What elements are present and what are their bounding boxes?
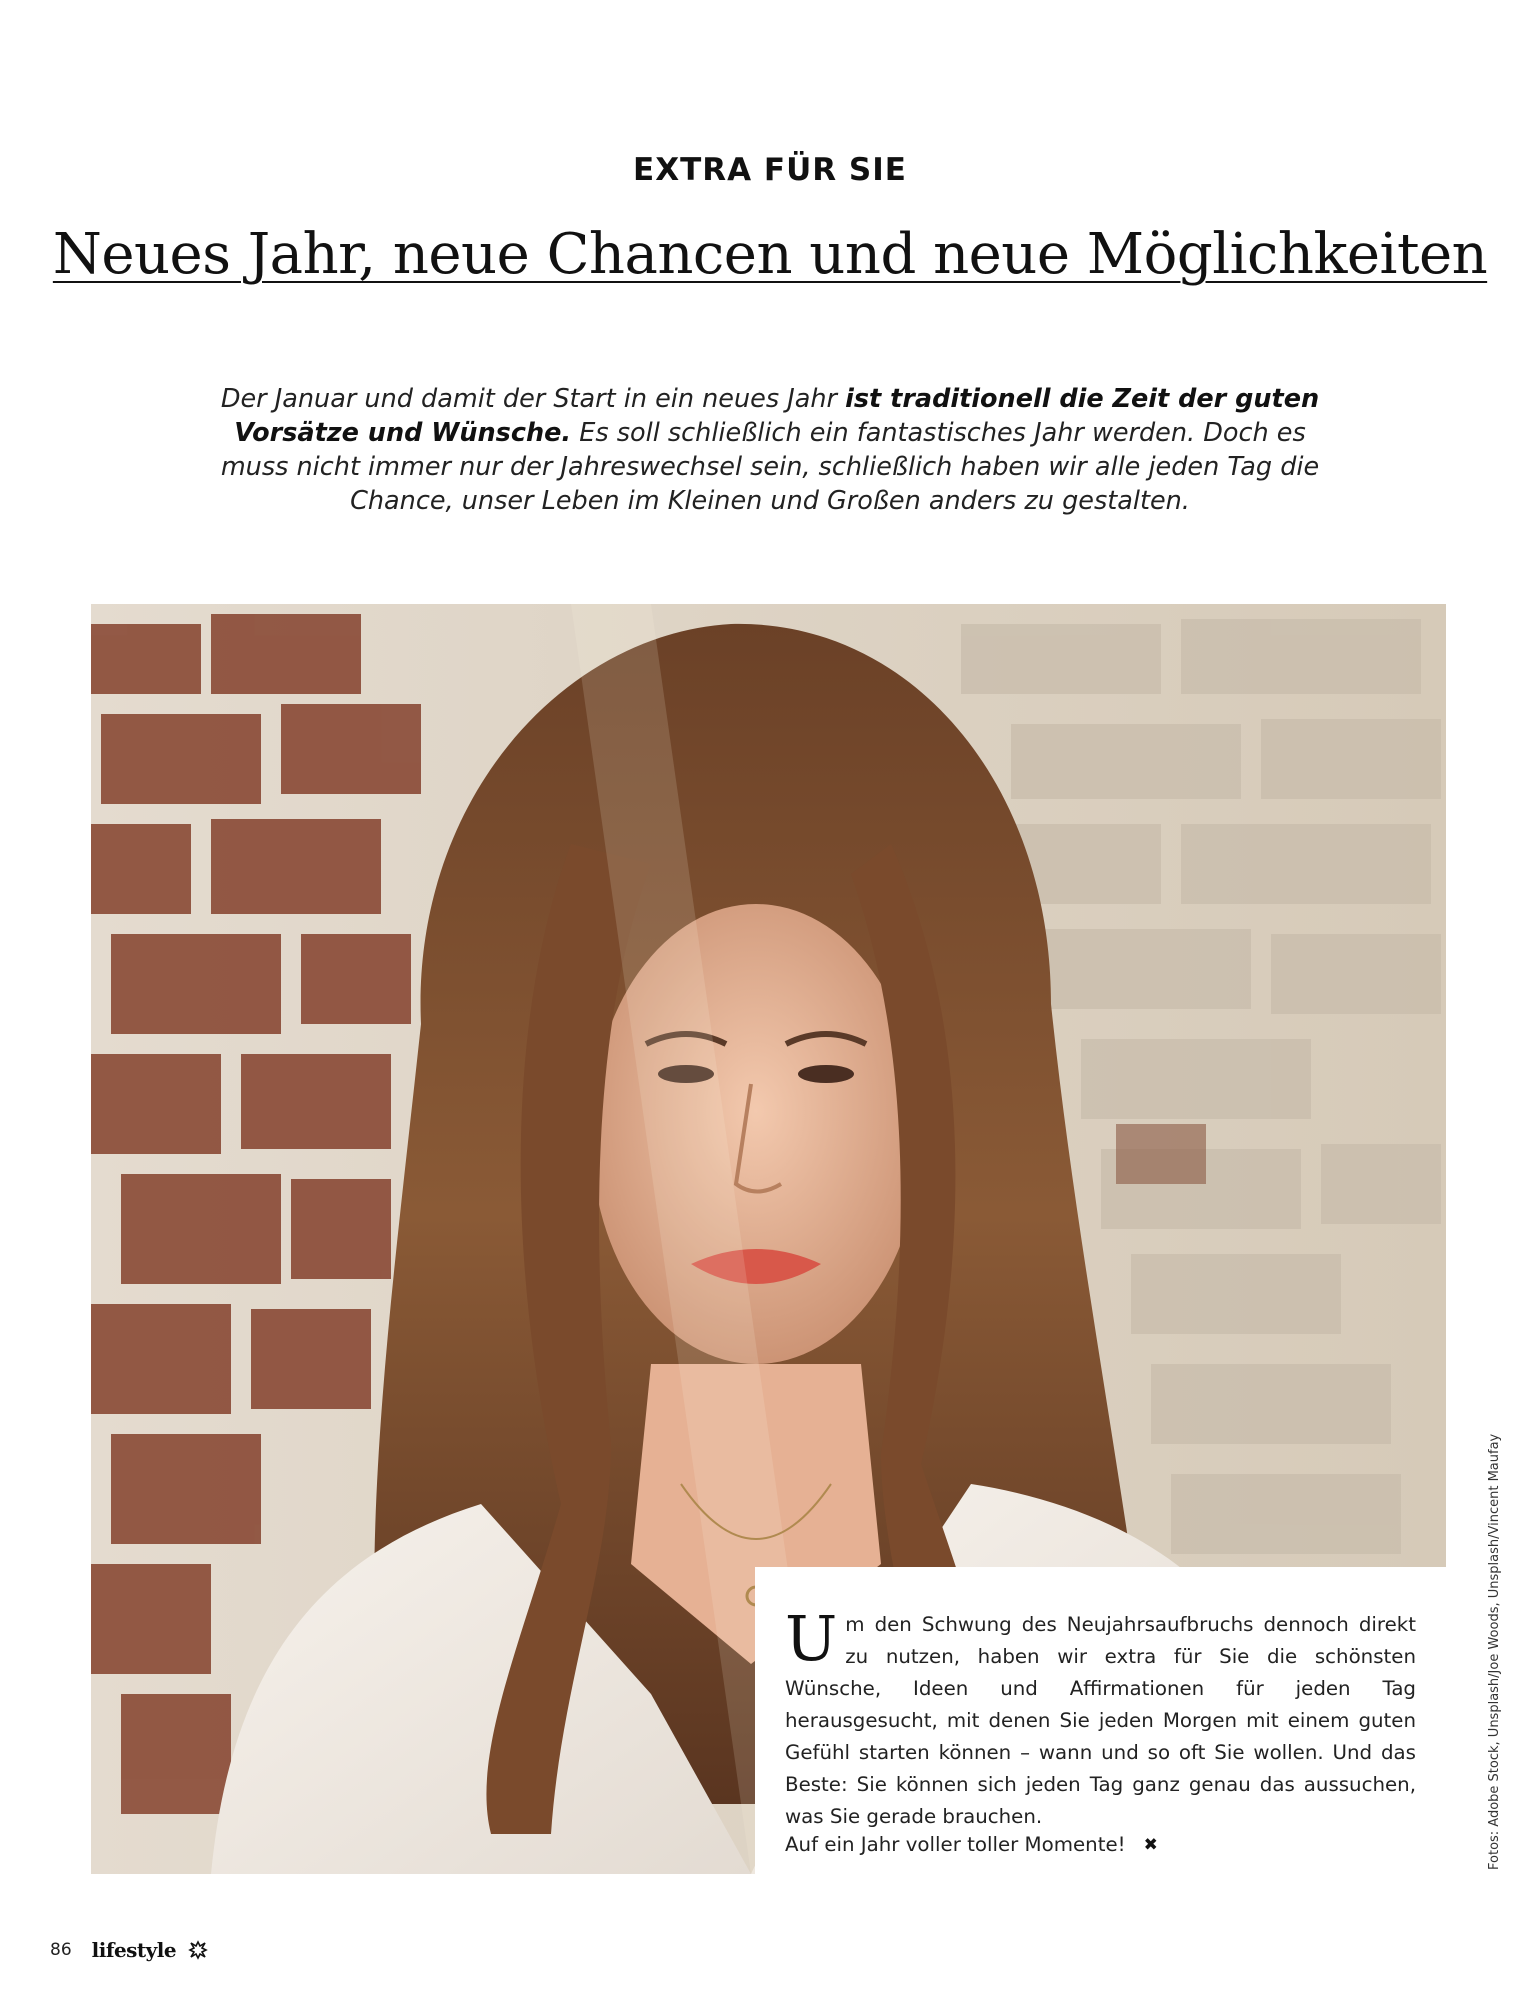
kicker: EXTRA FÜR SIE — [633, 152, 907, 188]
closing-text: Auf ein Jahr voller toller Momente! — [785, 1833, 1126, 1856]
end-mark-icon: ✖ — [1143, 1835, 1158, 1855]
drop-cap: U — [785, 1602, 838, 1675]
brand-flower-icon — [188, 1940, 208, 1960]
intro-textbox — [755, 1567, 1446, 1874]
photo-credit: Fotos: Adobe Stock, Unsplash/Joe Woods, Unsplash/Vincent Maufay — [1487, 1433, 1502, 1870]
brand-logo: lifestyle — [91, 1938, 177, 1962]
intro-text-1: Der Januar und damit der Start in ein neues Jahr — [220, 384, 846, 414]
page-footer — [50, 1938, 208, 1962]
intro-text-2: Es soll schließlich ein fantastisches Jahr werden. Doch es muss nicht immer nur der Jahreswechsel sein, schließlich haben wir alle jeden Tag die Chance, unser Leben im Kleinen und Großen anders zu gestalten. — [220, 418, 1320, 516]
closing-line — [785, 1833, 1425, 1856]
intro-paragraph — [200, 382, 1340, 518]
intro-bold-text: ist traditionell die Zeit der guten Vorsätze und Wünsche. — [234, 384, 1320, 448]
body-paragraph — [785, 1602, 1416, 1833]
body-text: m den Schwung des Neujahrsaufbruchs dennoch direkt zu nutzen, haben wir extra für Sie die schönsten Wünsche, Ideen und Affirmationen für jeden Tag herausgesucht, mit denen Sie jeden Morgen mit einem guten Gefühl starten können – wann und so oft Sie wollen. Und das Beste: Sie können sich jeden Tag ganz genau das aussuchen, was Sie gerade brauchen. — [785, 1613, 1416, 1828]
page-number: 86 — [50, 1940, 72, 1960]
headline: Neues Jahr, neue Chancen und neue Möglichkeiten — [52, 222, 1488, 287]
